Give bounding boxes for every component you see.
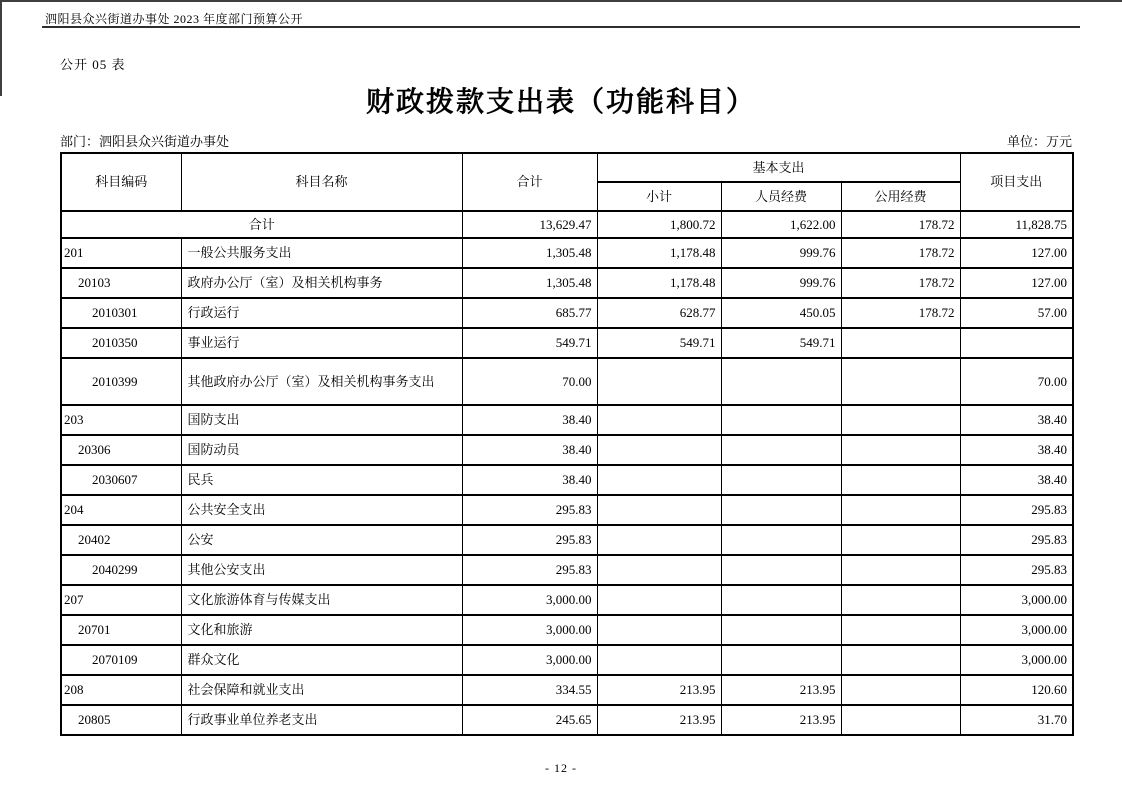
personnel-cell: 213.95 <box>721 705 841 735</box>
project-cell: 70.00 <box>960 358 1073 405</box>
subject-code-cell: 207 <box>61 585 181 615</box>
public-cell <box>841 675 960 705</box>
total-cell: 295.83 <box>462 495 597 525</box>
public-cell <box>841 465 960 495</box>
project-cell: 3,000.00 <box>960 615 1073 645</box>
subtotal-cell <box>597 358 721 405</box>
total-cell: 245.65 <box>462 705 597 735</box>
subject-code-cell: 203 <box>61 405 181 435</box>
table-row <box>61 328 1073 358</box>
header-public-expense: 公用经费 <box>841 182 960 211</box>
subtotal-cell: 628.77 <box>597 298 721 328</box>
subject-name-cell: 国防支出 <box>181 405 462 435</box>
total-cell: 70.00 <box>462 358 597 405</box>
page-title: 财政拨款支出表（功能科目） <box>365 87 756 118</box>
personnel-cell <box>721 435 841 465</box>
personnel-cell <box>721 645 841 675</box>
subtotal-cell <box>597 645 721 675</box>
subject-name-cell: 文化和旅游 <box>181 615 462 645</box>
subtotal-cell <box>597 615 721 645</box>
subject-code-cell: 2040299 <box>61 555 181 585</box>
subject-code-cell: 2070109 <box>61 645 181 675</box>
subtotal-cell: 1,178.48 <box>597 268 721 298</box>
project-cell: 3,000.00 <box>960 585 1073 615</box>
project-cell: 127.00 <box>960 268 1073 298</box>
subtotal-cell <box>597 495 721 525</box>
subject-code-cell: 20402 <box>61 525 181 555</box>
header-subject-code: 科目编码 <box>61 153 181 211</box>
subtotal-cell <box>597 585 721 615</box>
subtotal-cell: 213.95 <box>597 675 721 705</box>
header-subtotal: 小计 <box>597 182 721 211</box>
project-cell: 57.00 <box>960 298 1073 328</box>
subject-code-cell: 2010301 <box>61 298 181 328</box>
personnel-cell <box>721 585 841 615</box>
project-cell: 127.00 <box>960 238 1073 268</box>
header-basic-expense-group: 基本支出 <box>597 153 960 182</box>
total-cell: 1,305.48 <box>462 268 597 298</box>
personnel-cell: 549.71 <box>721 328 841 358</box>
header-subject-name: 科目名称 <box>181 153 462 211</box>
total-cell: 38.40 <box>462 465 597 495</box>
header-row-1 <box>61 153 1073 182</box>
table-row <box>61 615 1073 645</box>
subject-name-cell: 公安 <box>181 525 462 555</box>
subject-code-cell: 20103 <box>61 268 181 298</box>
subject-name-cell: 事业运行 <box>181 328 462 358</box>
window-edge-top <box>0 0 1122 2</box>
total-cell: 295.83 <box>462 525 597 555</box>
personnel-cell: 999.76 <box>721 238 841 268</box>
table-header <box>61 153 1073 211</box>
total-cell: 3,000.00 <box>462 645 597 675</box>
total-cell: 1,305.48 <box>462 238 597 268</box>
subtotal-cell: 549.71 <box>597 328 721 358</box>
table-row <box>61 525 1073 555</box>
header-project-expense: 项目支出 <box>960 153 1073 211</box>
table-row <box>61 465 1073 495</box>
table-row <box>61 268 1073 298</box>
subject-code-cell: 2010350 <box>61 328 181 358</box>
project-cell: 38.40 <box>960 465 1073 495</box>
subject-name-cell: 群众文化 <box>181 645 462 675</box>
subject-name-cell: 一般公共服务支出 <box>181 238 462 268</box>
total-cell: 3,000.00 <box>462 585 597 615</box>
public-cell <box>841 555 960 585</box>
total-cell: 549.71 <box>462 328 597 358</box>
page-header-text: 泗阳县众兴街道办事处 2023 年度部门预算公开 <box>45 12 304 26</box>
table-row <box>61 555 1073 585</box>
table-row <box>61 238 1073 268</box>
unit-label: 单位：万元 <box>1006 134 1072 149</box>
subject-code-cell: 204 <box>61 495 181 525</box>
table-row <box>61 645 1073 675</box>
subtotal-cell <box>597 435 721 465</box>
personnel-cell: 450.05 <box>721 298 841 328</box>
personnel-cell <box>721 615 841 645</box>
budget-expenditure-table <box>60 152 1074 736</box>
subject-name-cell: 公共安全支出 <box>181 495 462 525</box>
subject-name-cell: 行政事业单位养老支出 <box>181 705 462 735</box>
public-cell: 178.72 <box>841 238 960 268</box>
public-cell: 178.72 <box>841 268 960 298</box>
subject-code-cell: 208 <box>61 675 181 705</box>
total-cell: 685.77 <box>462 298 597 328</box>
total-cell: 38.40 <box>462 435 597 465</box>
subject-name-cell: 政府办公厅（室）及相关机构事务 <box>181 268 462 298</box>
public-cell: 178.72 <box>841 298 960 328</box>
table-body <box>61 211 1073 735</box>
personnel-cell <box>721 465 841 495</box>
project-cell: 120.60 <box>960 675 1073 705</box>
subject-name-cell: 社会保障和就业支出 <box>181 675 462 705</box>
subject-code-cell: 20306 <box>61 435 181 465</box>
total-cell: 38.40 <box>462 405 597 435</box>
total-cell: 3,000.00 <box>462 615 597 645</box>
personnel-cell <box>721 525 841 555</box>
project-cell: 38.40 <box>960 405 1073 435</box>
table-meta-line <box>60 131 1072 150</box>
project-cell: 3,000.00 <box>960 645 1073 675</box>
table-row <box>61 358 1073 405</box>
subject-name-cell: 其他政府办公厅（室）及相关机构事务支出 <box>181 358 462 405</box>
total-cell: 13,629.47 <box>462 211 597 238</box>
total-cell: 295.83 <box>462 555 597 585</box>
subtotal-cell <box>597 525 721 555</box>
public-cell: 178.72 <box>841 211 960 238</box>
personnel-cell: 1,622.00 <box>721 211 841 238</box>
project-cell: 31.70 <box>960 705 1073 735</box>
table-row <box>61 435 1073 465</box>
personnel-cell <box>721 358 841 405</box>
page-header-rule <box>42 26 1080 28</box>
subtotal-cell <box>597 405 721 435</box>
total-cell: 334.55 <box>462 675 597 705</box>
project-cell: 295.83 <box>960 555 1073 585</box>
project-cell <box>960 328 1073 358</box>
header-total: 合计 <box>462 153 597 211</box>
project-cell: 38.40 <box>960 435 1073 465</box>
page-number: - 12 - <box>545 761 577 775</box>
subject-code-cell: 20701 <box>61 615 181 645</box>
subtotal-cell: 213.95 <box>597 705 721 735</box>
public-cell <box>841 328 960 358</box>
subject-name-cell: 民兵 <box>181 465 462 495</box>
subject-code-cell: 20805 <box>61 705 181 735</box>
subject-code-cell: 2010399 <box>61 358 181 405</box>
public-cell <box>841 585 960 615</box>
subtotal-cell <box>597 465 721 495</box>
public-cell <box>841 495 960 525</box>
subtotal-cell: 1,178.48 <box>597 238 721 268</box>
public-cell <box>841 525 960 555</box>
personnel-cell <box>721 405 841 435</box>
public-cell <box>841 405 960 435</box>
personnel-cell: 999.76 <box>721 268 841 298</box>
subject-name-cell: 其他公安支出 <box>181 555 462 585</box>
form-number-label: 公开 05 表 <box>60 57 126 72</box>
public-cell <box>841 435 960 465</box>
public-cell <box>841 645 960 675</box>
subtotal-cell: 1,800.72 <box>597 211 721 238</box>
subject-name-cell: 行政运行 <box>181 298 462 328</box>
public-cell <box>841 615 960 645</box>
header-personnel-expense: 人员经费 <box>721 182 841 211</box>
table-row <box>61 585 1073 615</box>
personnel-cell <box>721 555 841 585</box>
table-row <box>61 298 1073 328</box>
project-cell: 295.83 <box>960 525 1073 555</box>
table-row <box>61 675 1073 705</box>
subject-code-cell: 2030607 <box>61 465 181 495</box>
subtotal-cell <box>597 555 721 585</box>
project-cell: 11,828.75 <box>960 211 1073 238</box>
project-cell: 295.83 <box>960 495 1073 525</box>
personnel-cell <box>721 495 841 525</box>
subject-name-cell: 国防动员 <box>181 435 462 465</box>
public-cell <box>841 705 960 735</box>
table-row <box>61 405 1073 435</box>
department-label: 部门：泗阳县众兴街道办事处 <box>60 134 230 149</box>
public-cell <box>841 358 960 405</box>
subject-name-cell: 文化旅游体育与传媒支出 <box>181 585 462 615</box>
table-row <box>61 705 1073 735</box>
summary-row <box>61 211 1073 238</box>
summary-label-cell: 合计 <box>61 211 462 238</box>
table-row <box>61 495 1073 525</box>
personnel-cell: 213.95 <box>721 675 841 705</box>
subject-code-cell: 201 <box>61 238 181 268</box>
